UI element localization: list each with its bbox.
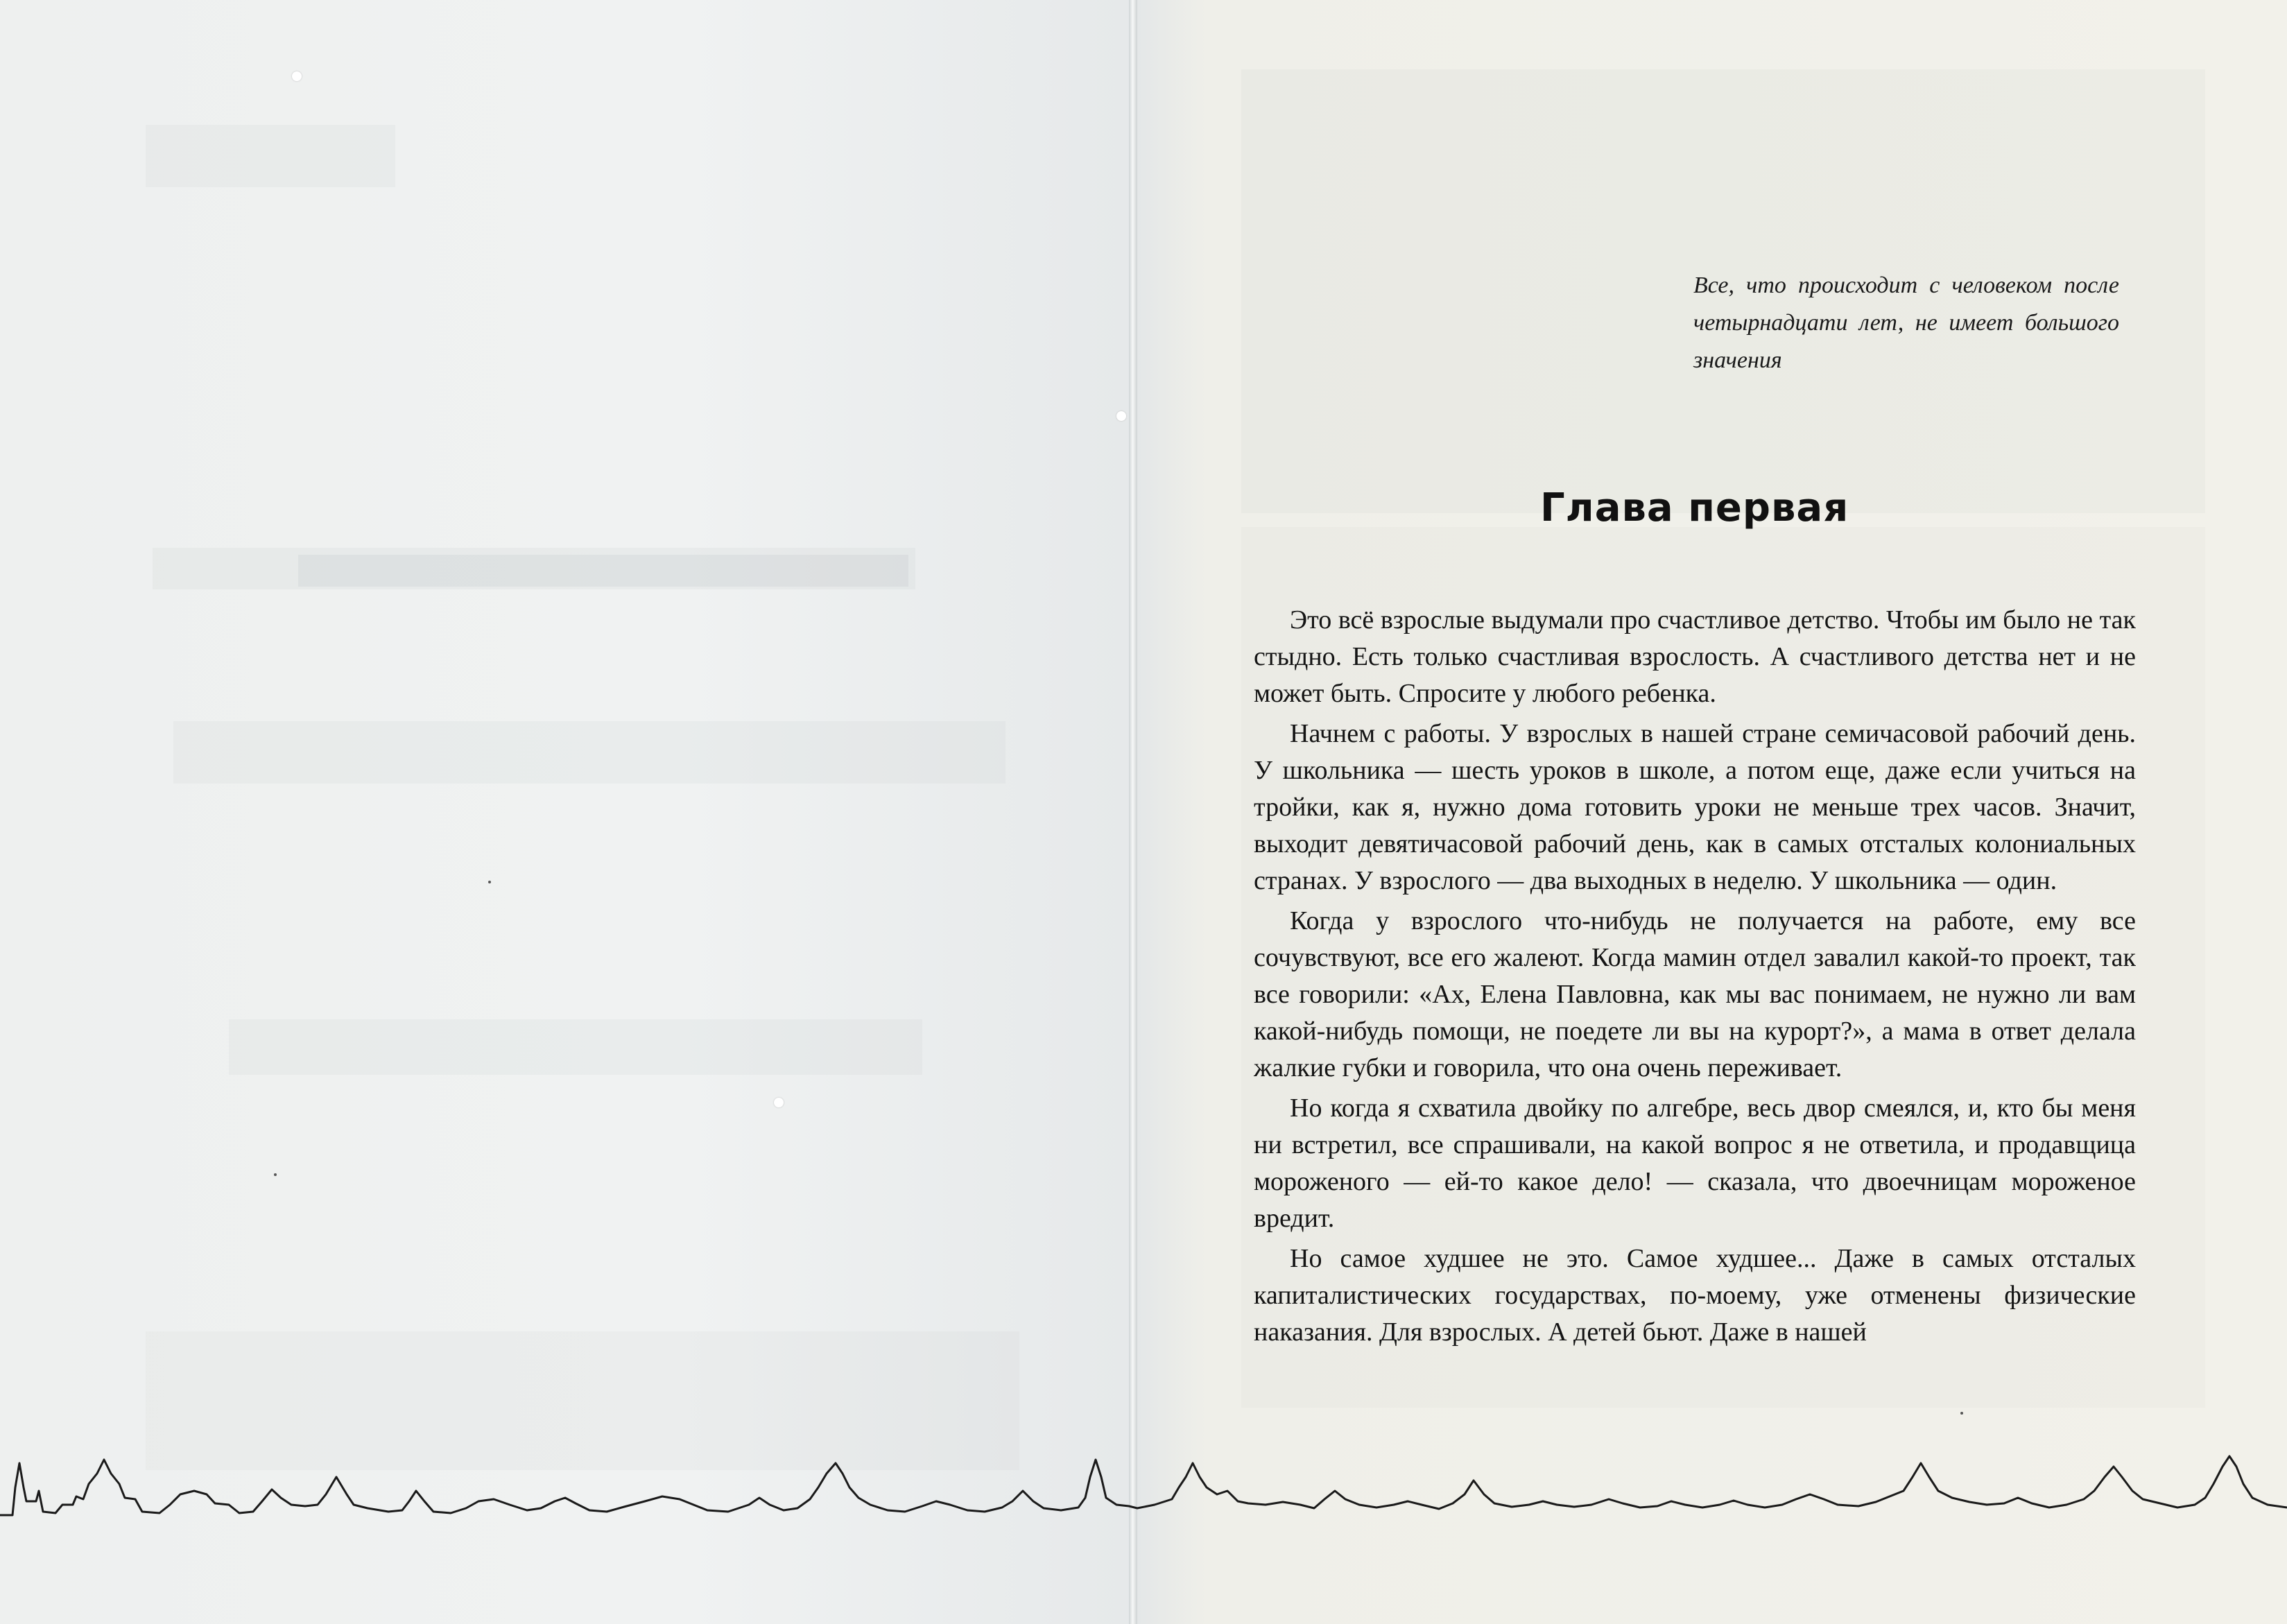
city-skyline-decoration bbox=[0, 1435, 2287, 1539]
paragraph: Это всё взрослые выдумали про счастливое детство. Чтобы им было не так стыдно. Есть только счастливая взрослость. А счастливого детства нет и не может быть. Спросите у любого ребенка. bbox=[1254, 605, 2136, 708]
punch-hole bbox=[292, 71, 302, 81]
paragraph: Когда у взрослого что-нибудь не получается на работе, ему все сочувствуют, все его жалеют. Когда мамин отдел завалил какой-то проект, так все говорили: «Ах, Елена Павловна, как мы вас понимаем, не нужно ли вам какой-нибудь помощи, не поедете ли вы на курорт?», а мама в ответ делала жалкие губки и говорила, что она очень переживает. bbox=[1254, 906, 2136, 1082]
book-gutter bbox=[1129, 0, 1137, 1624]
punch-hole bbox=[774, 1098, 784, 1107]
epigraph: Все, что происходит с человеком после четырнадцати лет, не имеет большого значения bbox=[1693, 273, 2119, 373]
chapter-title: Глава первая bbox=[1540, 485, 1849, 530]
chapter-body bbox=[1254, 602, 2136, 1354]
paragraph: Начнем с работы. У взрослых в нашей стране семичасовой рабочий день. У школьника — шесть уроков в школе, а потом еще, даже если учиться на тройки, как я, нужно дома готовить уроки не меньше трех часов. Значит, выходит девятичасовой рабочий день, как в самых отсталых колониальных странах. У взрослого — два выходных в неделю. У школьника — один. bbox=[1254, 719, 2136, 895]
left-page bbox=[0, 0, 1129, 1624]
paragraph: Но когда я схватила двойку по алгебре, весь двор смеялся, и, кто бы меня ни встретил, все спрашивали, на какой вопрос я не ответила, и продавщица мороженого — ей-то какое дело! — сказала, что двоечницам мороженое вредит. bbox=[1254, 1094, 2136, 1233]
punch-hole bbox=[1116, 411, 1126, 421]
paragraph: Но самое худшее не это. Самое худшее... Даже в самых отсталых капиталистических государствах, по-моему, уже отменены физические наказания. Для взрослых. А детей бьют. Даже в нашей bbox=[1254, 1244, 2136, 1347]
